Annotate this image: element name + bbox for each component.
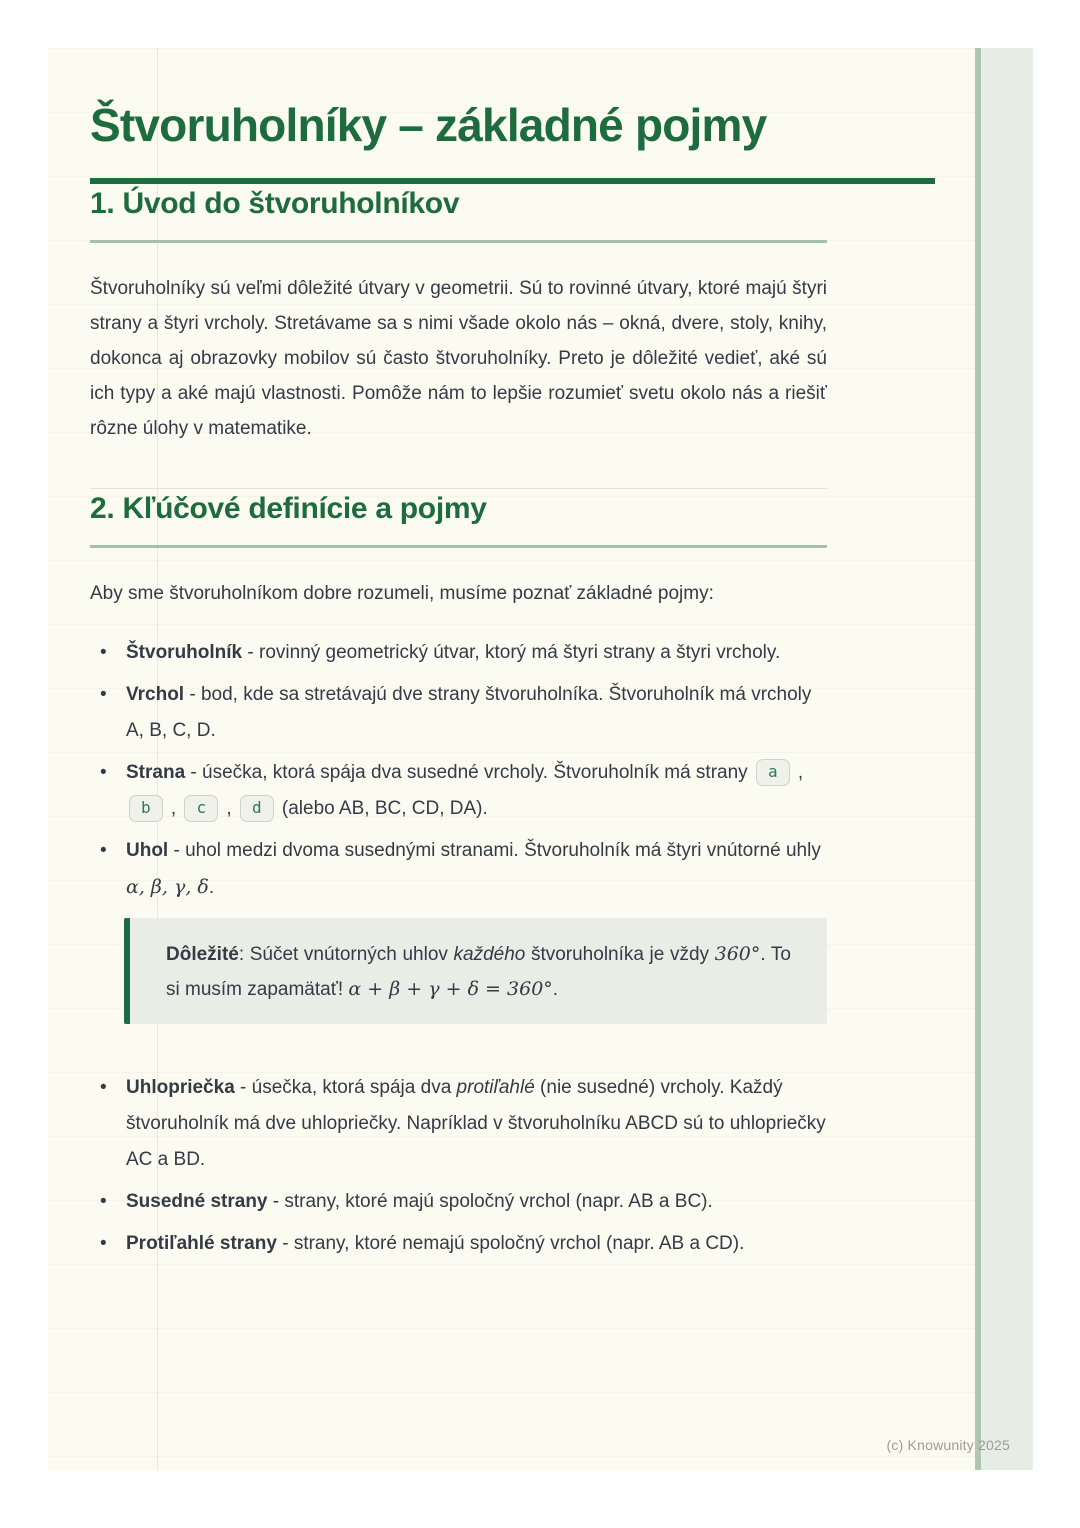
text-segment-normal: ,: [792, 762, 804, 783]
definition-item: [90, 677, 827, 749]
definition-term: Uhlopriečka: [126, 1077, 235, 1098]
definitions-list-top: [90, 635, 827, 906]
definition-term: Štvoruholník: [126, 642, 243, 663]
document-page: [48, 48, 1033, 1470]
text-segment-normal: ,: [221, 798, 237, 819]
side-code-badge: b: [129, 795, 163, 822]
definition-item: [90, 1070, 827, 1178]
text-segment-italic: protiľahlé: [456, 1077, 535, 1098]
definition-item: [90, 1226, 827, 1262]
text-segment-math: α, β, γ, δ: [126, 876, 209, 898]
text-segment-normal: - strany, ktoré nemajú spoločný vrchol (napr. AB a CD).: [276, 1233, 745, 1254]
definition-term: Susedné strany: [126, 1191, 268, 1212]
text-segment-normal: - rovinný geometrický útvar, ktorý má štyri strany a štyri vrcholy.: [242, 642, 781, 663]
text-segment-italic: každého: [453, 944, 526, 965]
text-segment-normal: .: [208, 877, 215, 898]
text-segment-normal: - strany, ktoré majú spoločný vrchol (napr. AB a BC).: [267, 1191, 713, 1212]
text-segment-normal: ,: [165, 798, 182, 819]
text-segment-normal: (alebo AB, BC, CD, DA).: [276, 798, 488, 819]
notebook-margin-stripe: [975, 48, 1033, 1470]
section-1-underline: [90, 240, 827, 243]
text-segment-normal: štvoruholníka je vždy: [525, 944, 715, 965]
callout-text: [166, 937, 791, 1007]
text-segment-normal: : Súčet vnútorných uhlov: [238, 944, 454, 965]
definition-item: [90, 833, 827, 906]
text-segment-bold: Dôležité: [166, 944, 239, 965]
side-code-badge: d: [240, 795, 274, 822]
section-1-heading: 1. Úvod do štvoruholníkov: [90, 187, 460, 220]
text-segment-normal: . To si musím zapamätať!: [166, 944, 791, 1000]
section-intro: [90, 184, 935, 446]
definitions-list-bottom: [90, 1070, 827, 1262]
side-code-badge: a: [756, 759, 790, 786]
definition-term: Vrchol: [126, 684, 185, 705]
definition-term: Strana: [126, 762, 186, 783]
section-1-paragraph: Štvoruholníky sú veľmi dôležité útvary v geometrii. Sú to rovinné útvary, ktoré majú štyri strany a štyri vrcholy. Stretávame sa s nimi všade okolo nás – okná, dvere, stoly, knihy, dokonca aj obrazovky mobilov sú často štvoruholníky. Preto je dôležité vedieť, aké sú ich typy a aké majú vlastnosti. Pomôže nám to lepšie rozumieť svetu okolo nás a riešiť rôzne úlohy v matematike.: [90, 278, 827, 439]
text-segment-normal: - úsečka, ktorá spája dva susedné vrcholy. Štvoruholník má strany: [185, 762, 753, 783]
definition-item: [90, 635, 827, 671]
copyright-footer: (c) Knowunity 2025: [886, 1437, 1010, 1453]
side-code-badge: c: [184, 795, 218, 822]
text-segment-normal: - úsečka, ktorá spája dva: [234, 1077, 457, 1098]
section-2-underline: [90, 545, 827, 548]
section-2-heading: 2. Kľúčové definície a pojmy: [90, 492, 487, 525]
definition-item: [90, 755, 827, 827]
section-2-intro: Aby sme štvoruholníkom dobre rozumeli, musíme poznať základné pojmy:: [90, 583, 714, 604]
section-definitions: [90, 489, 935, 1262]
page-content: [90, 48, 935, 1268]
definition-term: Uhol: [126, 840, 169, 861]
definition-term: Protiľahlé strany: [126, 1233, 277, 1254]
text-segment-math: α + β + γ + δ = 360°: [348, 978, 553, 1000]
text-segment-normal: - uhol medzi dvoma susednými stranami. Štvoruholník má štyri vnútorné uhly: [168, 840, 821, 861]
definition-item: [90, 1184, 827, 1220]
text-segment-math: 360°: [714, 943, 761, 965]
important-callout: [124, 918, 827, 1024]
page-title: Štvoruholníky – základné pojmy: [90, 99, 767, 151]
text-segment-normal: .: [552, 979, 559, 1000]
text-segment-normal: - bod, kde sa stretávajú dve strany štvoruholníka. Štvoruholník má vrcholy A, B, C, D.: [126, 684, 812, 741]
text-segment-normal: (nie susedné) vrcholy. Každý štvoruholník má dve uhlopriečky. Napríklad v štvoruholníku ABCD sú to uhlopriečky AC a BD.: [126, 1077, 826, 1170]
